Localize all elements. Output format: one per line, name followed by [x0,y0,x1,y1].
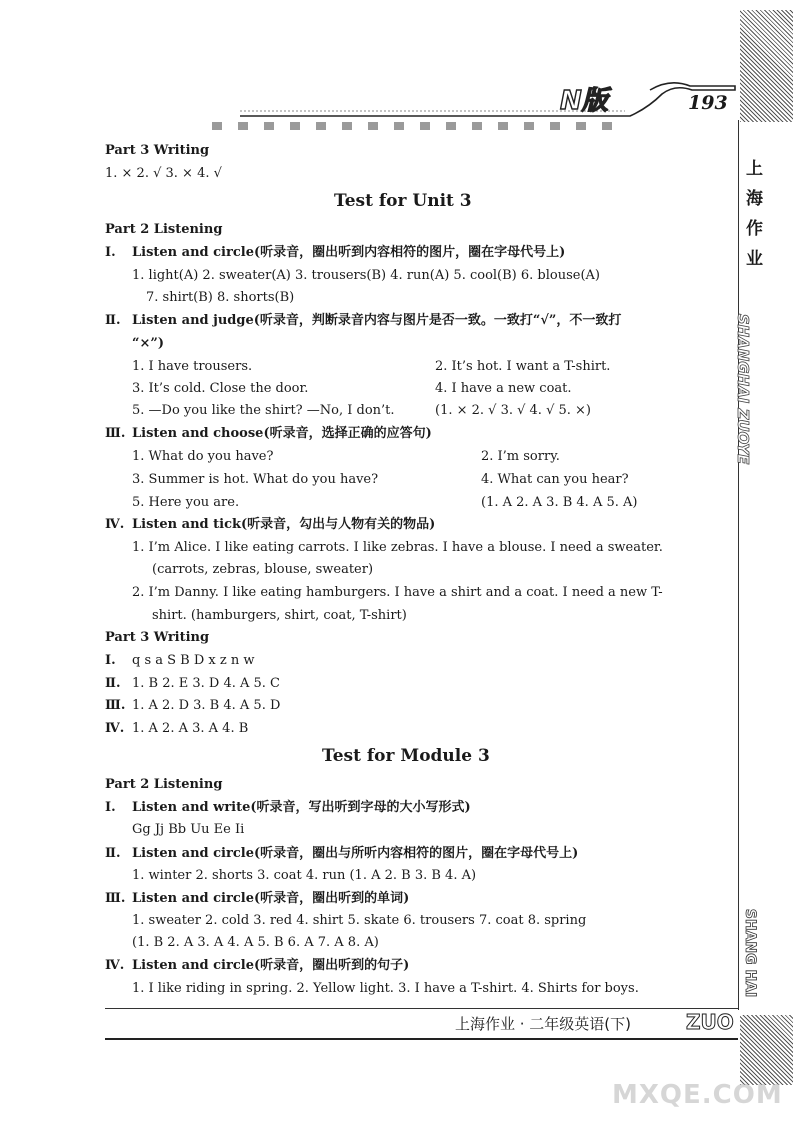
unit3-s2-title: Listen and judge(听录音，判断录音内容与图片是否一致。一致打“√”，不一致打 [132,313,622,328]
corner-hatch-pattern [740,10,793,122]
side-title-char-1: 上 [746,159,763,179]
unit3-part2-heading: Part 2 Listening [105,222,223,237]
unit3-s1-answers-line1: 1. light(A) 2. sweater(A) 3. trousers(B) 4. run(A) 5. cool(B) 6. blouse(A) [132,268,600,283]
module3-s2-title: Listen and circle(听录音，圈出与所听内容相符的图片，圈在字母代号上) [132,846,579,861]
unit3-s3-q1: 1. What do you have? [132,449,274,464]
unit3-s2-q5: 5. —Do you like the shirt? —No, I don’t. [132,403,395,418]
unit3-s3-title: Listen and choose(听录音，选择正确的应答句) [132,426,432,441]
unit3-part3-heading: Part 3 Writing [105,630,210,645]
module3-s2-answers: 1. winter 2. shorts 3. coat 4. run (1. A 2. B 3. B 4. A) [132,868,477,883]
unit3-s3-q2: 2. I’m sorry. [481,449,560,464]
module3-s1-answers: Gg Jj Bb Uu Ee Ii [132,822,245,837]
header-swoosh [230,78,740,128]
unit3-s3-number: Ⅲ. [105,426,126,441]
unit3-s2-q4: 4. I have a new coat. [435,381,572,396]
unit3-s2-q3: 3. It’s cold. Close the door. [132,381,309,396]
unit3-w2-number: Ⅱ. [105,676,121,691]
unit3-s4-line2: (carrots, zebras, blouse, sweater) [152,562,374,577]
side-title-en: SHANGHAI ZUOYE [734,313,752,465]
unit3-s2-number: Ⅱ. [105,313,121,328]
unit3-s1-answers-line2: 7. shirt(B) 8. shorts(B) [146,290,295,305]
right-border-line [738,120,739,1010]
unit3-s3-q4: 4. What can you hear? [481,472,629,487]
unit3-s1-number: Ⅰ. [105,245,116,260]
footer-logo: ZUO [686,1010,734,1034]
unit3-s2-title-cont: “×”) [132,336,164,351]
unit3-s4-line3: 2. I’m Danny. I like eating hamburgers. I have a shirt and a coat. I need a new T- [132,585,663,600]
unit3-w3-answers: 1. A 2. D 3. B 4. A 5. D [132,698,281,713]
side-title-char-4: 业 [746,249,763,269]
unit3-s3-q3: 3. Summer is hot. What do you have? [132,472,379,487]
module3-s4-number: Ⅳ. [105,958,125,973]
module3-s2-number: Ⅱ. [105,846,121,861]
module3-s3-number: Ⅲ. [105,891,126,906]
module3-s1-number: Ⅰ. [105,800,116,815]
top-part3-heading: Part 3 Writing [105,143,210,158]
module3-s1-title: Listen and write(听录音，写出听到字母的大小写形式) [132,800,471,815]
unit3-s2-q1: 1. I have trousers. [132,359,253,374]
unit3-title: Test for Unit 3 [334,191,472,211]
unit3-s4-title: Listen and tick(听录音，勾出与人物有关的物品) [132,517,436,532]
unit3-s3-answers: (1. A 2. A 3. B 4. A 5. A) [481,495,638,510]
side-bottom-en: SHANG HAI [742,908,758,998]
unit3-s2-answers: (1. × 2. √ 3. √ 4. √ 5. ×) [435,403,591,418]
module3-s4-answers: 1. I like riding in spring. 2. Yellow light. 3. I have a T-shirt. 4. Shirts for boys. [132,981,639,996]
watermark-text: MXQE.COM [612,1080,783,1110]
module3-title: Test for Module 3 [322,746,490,766]
unit3-w2-answers: 1. B 2. E 3. D 4. A 5. C [132,676,281,691]
unit3-s1-title: Listen and circle(听录音，圈出听到内容相符的图片，圈在字母代号上) [132,245,566,260]
unit3-w1-number: Ⅰ. [105,653,116,668]
side-title-char-2: 海 [746,189,763,209]
page-number: 193 [688,92,728,114]
unit3-w4-answers: 1. A 2. A 3. A 4. B [132,721,249,736]
module3-s3-line1: 1. sweater 2. cold 3. red 4. shirt 5. skate 6. trousers 7. coat 8. spring [132,913,587,928]
module3-s4-title: Listen and circle(听录音，圈出听到的句子) [132,958,410,973]
footer-hatch-pattern [740,1015,793,1085]
unit3-s2-q2: 2. It’s hot. I want a T-shirt. [435,359,611,374]
unit3-s4-number: Ⅳ. [105,517,125,532]
top-part3-answers: 1. × 2. √ 3. × 4. √ [105,166,222,181]
footer-book-title: 上海作业 · 二年级英语(下) [455,1015,632,1033]
unit3-s4-line1: 1. I’m Alice. I like eating carrots. I like zebras. I have a blouse. I need a sweater. [132,540,663,555]
footer-rule-top [105,1008,738,1009]
module3-s3-line2: (1. B 2. A 3. A 4. A 5. B 6. A 7. A 8. A) [132,935,379,950]
side-title-char-3: 作 [746,219,763,239]
unit3-s4-line4: shirt. (hamburgers, shirt, coat, T-shirt) [152,608,407,623]
unit3-w3-number: Ⅲ. [105,698,126,713]
edition-label: N版 [560,86,608,116]
module3-s3-title: Listen and circle(听录音，圈出听到的单词) [132,891,410,906]
unit3-w4-number: Ⅳ. [105,721,125,736]
module3-part2-heading: Part 2 Listening [105,777,223,792]
unit3-s3-q5: 5. Here you are. [132,495,240,510]
footer-rule-bottom [105,1038,738,1040]
unit3-w1-answers: q s a S B D x z n w [132,653,255,668]
